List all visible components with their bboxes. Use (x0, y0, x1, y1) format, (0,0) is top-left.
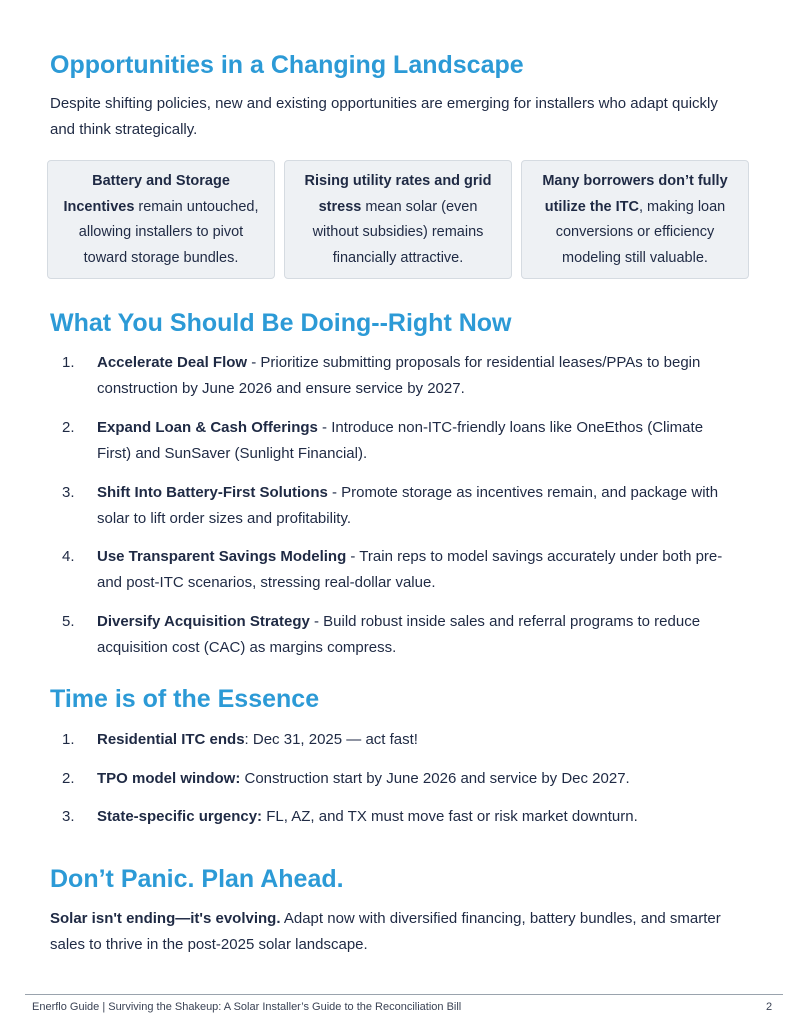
card-utility-rates (284, 160, 512, 279)
list-bold: Shift Into Battery-First Solutions (97, 484, 328, 501)
list-text (97, 350, 737, 402)
list-bold: State-specific urgency: (97, 808, 263, 825)
card-text: mean solar (even without subsidies) remains financially attractive. (312, 198, 484, 266)
list-rest: Construction start by June 2026 and service by Dec 2027. (240, 770, 630, 787)
list-number: 2. (62, 419, 75, 436)
list-rest: - Train reps to model savings accurately under both pre- and post-ITC scenarios, stressing real-dollar value. (97, 548, 723, 591)
section-title-plan-ahead: Don’t Panic. Plan Ahead. (50, 865, 344, 893)
list-number: 5. (62, 613, 75, 630)
list-rest: - Introduce non-ITC-friendly loans like OneEthos (Climate First) and SunSaver (Sunlight Financial). (97, 419, 704, 462)
card-battery-storage (47, 160, 275, 279)
closing-paragraph (50, 906, 740, 958)
card-bold: Battery and Storage Incentives (63, 173, 230, 215)
section-title-opportunities: Opportunities in a Changing Landscape (50, 51, 524, 79)
list-text (97, 727, 737, 753)
list-rest: - Build robust inside sales and referral programs to reduce acquisition cost (CAC) as margins compress. (97, 613, 701, 656)
footer-divider (25, 994, 783, 995)
section-title-what-to-do: What You Should Be Doing--Right Now (50, 309, 512, 337)
section-title-time: Time is of the Essence (50, 685, 320, 713)
list-text (97, 544, 737, 596)
card-text: remain untouched, allowing installers to pivot toward storage bundles. (78, 198, 259, 266)
opportunities-intro: Despite shifting policies, new and existing opportunities are emerging for installers who adapt quickly and think strategically. (50, 95, 718, 138)
list-text (97, 415, 737, 467)
list-text (97, 804, 737, 830)
closing-text: Adapt now with diversified financing, battery bundles, and smarter sales to thrive in the post-2025 solar landscape. (50, 910, 721, 953)
closing-bold: Solar isn't ending—it's evolving. (50, 910, 281, 927)
list-text (97, 480, 737, 532)
list-bold: Expand Loan & Cash Offerings (97, 419, 318, 436)
card-bold: Rising utility rates and grid stress (304, 173, 492, 215)
footer-title: Enerflo Guide | Surviving the Shakeup: A Solar Installer’s Guide to the Reconciliation Bill (32, 1001, 462, 1013)
list-number: 1. (62, 731, 75, 748)
list-rest: FL, AZ, and TX must move fast or risk market downturn. (262, 808, 638, 825)
list-bold: Accelerate Deal Flow (97, 354, 248, 371)
list-bold: Use Transparent Savings Modeling (97, 548, 347, 565)
list-rest: : Dec 31, 2025 — act fast! (244, 731, 418, 748)
card-text: , making loan conversions or efficiency modeling still valuable. (555, 198, 726, 266)
list-bold: TPO model window: (97, 770, 241, 787)
list-text (97, 609, 737, 661)
list-rest: - Prioritize submitting proposals for residential leases/PPAs to begin construction by June 2026 and ensure service by 2027. (97, 354, 701, 397)
card-bold: Many borrowers don’t fully utilize the ITC (542, 173, 728, 215)
list-number: 2. (62, 770, 75, 787)
list-bold: Diversify Acquisition Strategy (97, 613, 310, 630)
list-number: 4. (62, 548, 75, 565)
list-bold: Residential ITC ends (97, 731, 245, 748)
page-number: 2 (766, 1001, 773, 1013)
list-number: 3. (62, 484, 75, 501)
list-number: 1. (62, 354, 75, 371)
list-rest: - Promote storage as incentives remain, and package with solar to lift order sizes and profitability. (97, 484, 719, 527)
list-text (97, 766, 737, 792)
opportunity-cards (47, 160, 751, 281)
card-borrowers-itc (521, 160, 749, 279)
list-number: 3. (62, 808, 75, 825)
